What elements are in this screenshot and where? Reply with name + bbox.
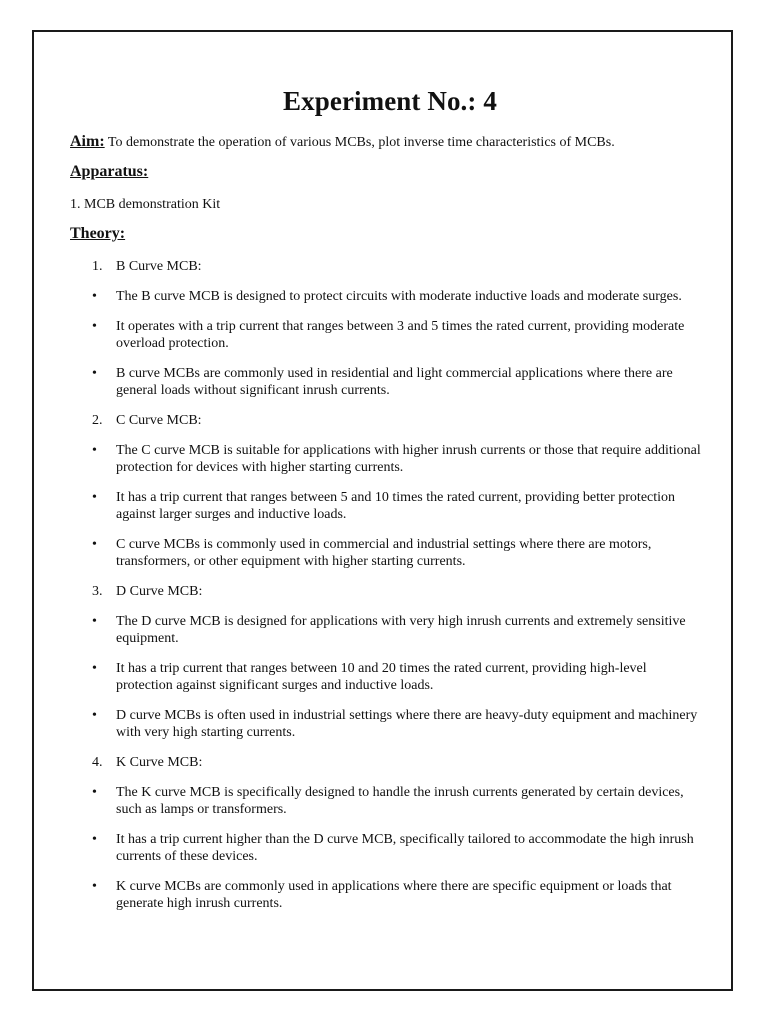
aim-label: Aim: (70, 133, 105, 150)
bullet-icon: • (92, 443, 97, 458)
bullet-icon: • (92, 537, 97, 552)
list-item (70, 831, 710, 865)
bullet-text: The B curve MCB is designed to protect circuits with moderate inductive loads and moderate surges. (116, 289, 682, 304)
bullet-icon: • (92, 661, 97, 676)
bullet-text: It has a trip current that ranges between 5 and 10 times the rated current, providing better protection against larger surges and inductive loads. (116, 490, 676, 522)
list-item (70, 878, 710, 912)
bullet-icon: • (92, 614, 97, 629)
bullet-icon: • (92, 708, 97, 723)
curve-title: D Curve MCB: (116, 584, 203, 599)
curve-number: 1. (92, 259, 103, 274)
list-item (70, 707, 710, 741)
aim-paragraph (70, 133, 710, 151)
theory-curve-list (70, 258, 710, 912)
bullet-text: The D curve MCB is designed for applications with very high inrush currents and extremely sensitive equipment. (116, 614, 686, 646)
curve-section (70, 754, 710, 912)
list-item (70, 660, 710, 694)
list-item (70, 442, 710, 476)
document-content (70, 86, 710, 925)
apparatus-list (70, 196, 710, 213)
curve-number: 3. (92, 584, 103, 599)
bullet-text: D curve MCBs is often used in industrial settings where there are heavy-duty equipment and machinery with very high starting currents. (116, 708, 698, 740)
curve-number: 4. (92, 755, 103, 770)
apparatus-heading: Apparatus: (70, 163, 149, 180)
curve-heading (70, 258, 710, 275)
bullet-icon: • (92, 879, 97, 894)
bullet-text: C curve MCBs is commonly used in commercial and industrial settings where there are motors, transformers, or other equipment with higher starting currents. (116, 537, 652, 569)
list-item (70, 365, 710, 399)
list-item (70, 288, 710, 305)
curve-heading (70, 754, 710, 771)
bullet-icon: • (92, 785, 97, 800)
bullet-text: It operates with a trip current that ranges between 3 and 5 times the rated current, providing moderate overload protection. (116, 319, 685, 351)
bullet-text: The K curve MCB is specifically designed to handle the inrush currents generated by certain devices, such as lamps or transformers. (116, 785, 684, 817)
bullet-text: B curve MCBs are commonly used in residential and light commercial applications where there are general loads without significant inrush currents. (116, 366, 673, 398)
curve-title: C Curve MCB: (116, 413, 202, 428)
curve-section (70, 258, 710, 399)
bullet-icon: • (92, 289, 97, 304)
bullet-icon: • (92, 832, 97, 847)
theory-heading: Theory: (70, 225, 126, 242)
curve-title: K Curve MCB: (116, 755, 203, 770)
page-title: Experiment No.: 4 (283, 86, 497, 116)
curve-heading (70, 583, 710, 600)
aim-text: To demonstrate the operation of various MCBs, plot inverse time characteristics of MCBs. (107, 135, 615, 150)
apparatus-item: 1. MCB demonstration Kit (70, 197, 221, 212)
curve-heading (70, 412, 710, 429)
bullet-text: It has a trip current that ranges between 10 and 20 times the rated current, providing high-level protection against significant surges and inductive loads. (116, 661, 647, 693)
bullet-icon: • (92, 319, 97, 334)
curve-section (70, 412, 710, 570)
bullet-icon: • (92, 366, 97, 381)
list-item (70, 536, 710, 570)
bullet-text: It has a trip current higher than the D curve MCB, specifically tailored to accommodate the high inrush currents of these devices. (116, 832, 694, 864)
curve-section (70, 583, 710, 741)
bullet-icon: • (92, 490, 97, 505)
list-item (70, 318, 710, 352)
list-item (70, 784, 710, 818)
list-item (70, 613, 710, 647)
curve-title: B Curve MCB: (116, 259, 202, 274)
bullet-text: K curve MCBs are commonly used in applications where there are specific equipment or loads that generate high inrush currents. (116, 879, 672, 911)
curve-number: 2. (92, 413, 103, 428)
list-item (70, 489, 710, 523)
bullet-text: The C curve MCB is suitable for applications with higher inrush currents or those that require additional protection for devices with higher starting currents. (116, 443, 701, 475)
